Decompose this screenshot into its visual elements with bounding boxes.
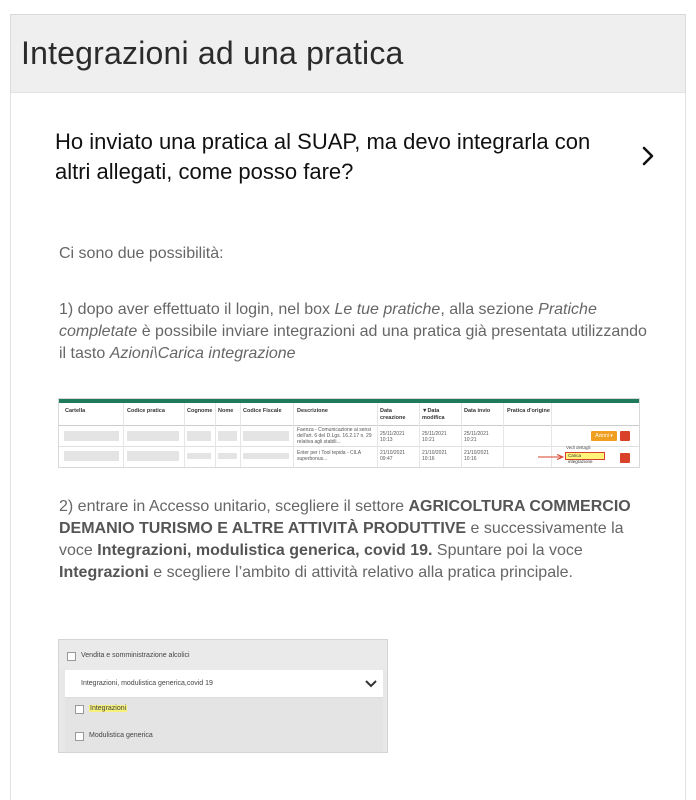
- header-divider: [59, 425, 639, 426]
- col-divider: [123, 403, 124, 468]
- redacted-cell: [187, 431, 211, 441]
- answer-step-2: 2) entrare in Accesso unitario, scegliere il settore AGRICOLTURA COMMERCIO DEMANIO TURISMO E ALTRE ATTIVITÀ PRODUTTIVE e successivamente la voce Integrazioni, modulistica generica, covid 19. Spuntare poi la voce Integrazioni e scegliere l’ambito di attività relativo alla pratica principale.: [59, 498, 631, 581]
- th-cognome: Cognome: [187, 408, 213, 414]
- row2-sent: 21/10/2021 10:16: [464, 450, 490, 462]
- th-creazione: Data creazione: [380, 408, 406, 421]
- th-invio: Data invio: [464, 408, 491, 414]
- settore-screenshot: [58, 639, 388, 753]
- faq-question-text: Ho inviato una pratica al SUAP, ma devo integrarla con altri allegati, come posso fare?: [55, 129, 591, 184]
- checkbox[interactable]: [67, 652, 76, 661]
- pratiche-table-screenshot: [58, 398, 640, 468]
- th-cf: Codice Fiscale: [243, 408, 282, 414]
- col-divider: [240, 403, 241, 468]
- faq-question-toggle[interactable]: [11, 93, 685, 213]
- select-value: Integrazioni, modulistica generica,covid 19: [81, 680, 213, 687]
- row2-created: 21/10/2021 09:47: [380, 450, 406, 462]
- row1-sent: 25/11/2021 10:21: [464, 431, 489, 443]
- menu-carica-integrazione[interactable]: Carica integrazione: [565, 452, 605, 460]
- col-divider: [461, 403, 462, 468]
- ambito-select[interactable]: [65, 670, 383, 698]
- option-label: Vendita e somministrazione alcolici: [81, 652, 190, 659]
- th-origine: Pratica d'origine: [507, 408, 550, 414]
- redacted-cell: [187, 453, 211, 459]
- table-topbar: [59, 399, 639, 403]
- row1-modified: 25/11/2021 10:21: [422, 431, 447, 443]
- redacted-cell: [64, 451, 119, 461]
- redacted-cell: [127, 431, 179, 441]
- azioni-button[interactable]: Azioni ▾: [591, 431, 617, 441]
- answer-intro: Ci sono due possibilità:: [59, 245, 224, 262]
- col-divider: [184, 403, 185, 468]
- col-divider: [215, 403, 216, 468]
- row-divider: [59, 446, 639, 447]
- th-descrizione: Descrizione: [297, 408, 328, 414]
- answer-step-1: 1) dopo aver effettuato il login, nel box Le tue pratiche, alla sezione Pratiche completate è possibile inviare integrazioni ad una pratica già presentata utilizzando il tasto Azioni\Carica integrazione: [59, 301, 647, 362]
- checkbox[interactable]: [75, 705, 84, 714]
- th-modifica: ▼Data modifica: [422, 408, 445, 421]
- chevron-down-icon[interactable]: [365, 679, 377, 689]
- option-modulistica: Modulistica generica: [89, 732, 153, 739]
- th-nome: Nome: [218, 408, 234, 414]
- row1-desc: Faenza - Comunicazione ai sensi dell'art. 6 del D.Lgs. 16.2.17 n. 29 relativa agli stabili...: [297, 427, 372, 445]
- checkbox[interactable]: [75, 732, 84, 741]
- redacted-cell: [243, 453, 289, 459]
- redacted-cell: [127, 451, 179, 461]
- row2-desc: Enter per i Tool tepida - CILA superbonus...: [297, 450, 361, 462]
- redacted-cell: [218, 431, 237, 441]
- options-list: [65, 698, 383, 753]
- col-divider: [503, 403, 504, 468]
- chevron-right-icon[interactable]: [637, 145, 659, 167]
- option-integrazioni: Integrazioni: [90, 705, 127, 712]
- th-codice: Codice pratica: [127, 408, 165, 414]
- arrow-right-icon: [537, 454, 565, 460]
- col-divider: [419, 403, 420, 468]
- menu-vedi-dettagli[interactable]: Vedi dettagli: [566, 445, 591, 450]
- page-title: Integrazioni ad una pratica: [21, 35, 404, 71]
- comment-icon[interactable]: [620, 431, 630, 441]
- redacted-cell: [243, 431, 289, 441]
- option-row: [59, 640, 387, 670]
- col-divider: [293, 403, 294, 468]
- redacted-cell: [64, 431, 119, 441]
- row1-created: 25/11/2021 10:13: [380, 431, 405, 443]
- comment-icon[interactable]: [620, 453, 630, 463]
- row2-modified: 21/10/2021 10:16: [422, 450, 448, 462]
- redacted-cell: [218, 453, 237, 459]
- page-header: [10, 14, 686, 92]
- col-divider: [377, 403, 378, 468]
- th-cartella: Cartella: [65, 408, 86, 414]
